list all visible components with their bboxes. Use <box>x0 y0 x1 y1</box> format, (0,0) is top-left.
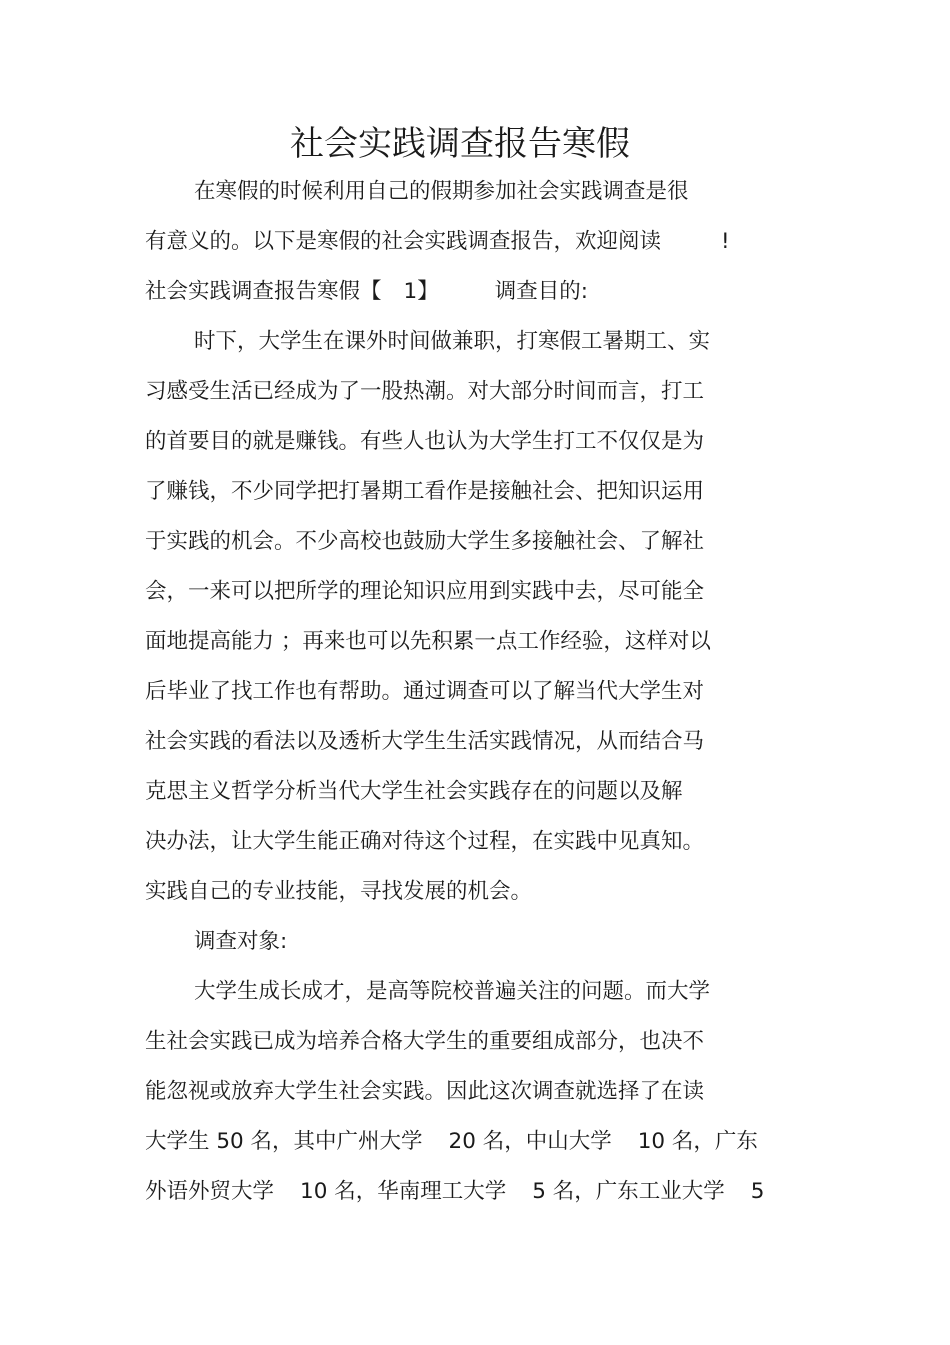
purpose-line: 习感受生活已经成为了一股热潮。对大部分时间而言，打工 <box>145 379 705 404</box>
count-line-2-part-a: 外语外贸大学 <box>145 1179 275 1204</box>
count-line-2-part-c: 5 名，广东工业大学 <box>532 1179 725 1204</box>
purpose-line: 克思主义哲学分析当代大学生社会实践存在的问题以及解 <box>145 779 683 804</box>
count-line-1-part-c: 10 名，广东 <box>637 1129 758 1154</box>
subject-line: 大学生成长成才，是高等院校普遍关注的问题。而大学 <box>194 979 711 1004</box>
count-line-1 <box>145 1126 758 1158</box>
subject-line: 生社会实践已成为培养合格大学生的重要组成部分，也决不 <box>145 1029 705 1054</box>
count-line-2-part-d: 5 <box>750 1179 765 1204</box>
purpose-line: 社会实践的看法以及透析大学生生活实践情况，从而结合马 <box>145 729 705 754</box>
document-title: 社会实践调查报告寒假 <box>290 124 630 164</box>
section-heading-title: 社会实践调查报告寒假【 <box>145 279 382 304</box>
count-line-2-part-b: 10 名，华南理工大学 <box>300 1179 507 1204</box>
purpose-label: 调查目的: <box>494 279 588 304</box>
subject-label: 调查对象: <box>194 929 288 954</box>
count-line-1-part-b: 20 名，中山大学 <box>448 1129 612 1154</box>
purpose-line: 于实践的机会。不少高校也鼓励大学生多接触社会、了解社 <box>145 529 705 554</box>
purpose-line: 面地提高能力 ；再来也可以先积累一点工作经验，这样对以 <box>145 629 711 654</box>
purpose-line: 实践自己的专业技能，寻找发展的机会。 <box>145 879 533 904</box>
subject-line: 能忽视或放弃大学生社会实践。因此这次调查就选择了在读 <box>145 1079 705 1104</box>
section-heading-number: 1】 <box>403 279 439 304</box>
purpose-line: 了赚钱，不少同学把打暑期工看作是接触社会、把知识运用 <box>145 479 705 504</box>
purpose-line: 决办法，让大学生能正确对待这个过程，在实践中见真知。 <box>145 829 705 854</box>
purpose-line: 会，一来可以把所学的理论知识应用到实践中去，尽可能全 <box>145 579 705 604</box>
purpose-line: 的首要目的就是赚钱。有些人也认为大学生打工不仅仅是为 <box>145 429 705 454</box>
purpose-line: 后毕业了找工作也有帮助。通过调查可以了解当代大学生对 <box>145 679 705 704</box>
section-heading <box>145 276 588 308</box>
intro-line-2-text: 有意义的。以下是寒假的社会实践调查报告，欢迎阅读 <box>145 229 662 254</box>
count-line-2 <box>145 1176 764 1208</box>
purpose-line: 时下，大学生在课外时间做兼职，打寒假工暑期工、实 <box>194 329 711 354</box>
count-line-1-part-a: 大学生 50 名，其中广州大学 <box>145 1129 423 1154</box>
intro-line-2 <box>145 226 730 258</box>
intro-line-1: 在寒假的时候利用自己的假期参加社会实践调查是很 <box>194 179 689 204</box>
intro-exclamation: ! <box>721 229 730 254</box>
